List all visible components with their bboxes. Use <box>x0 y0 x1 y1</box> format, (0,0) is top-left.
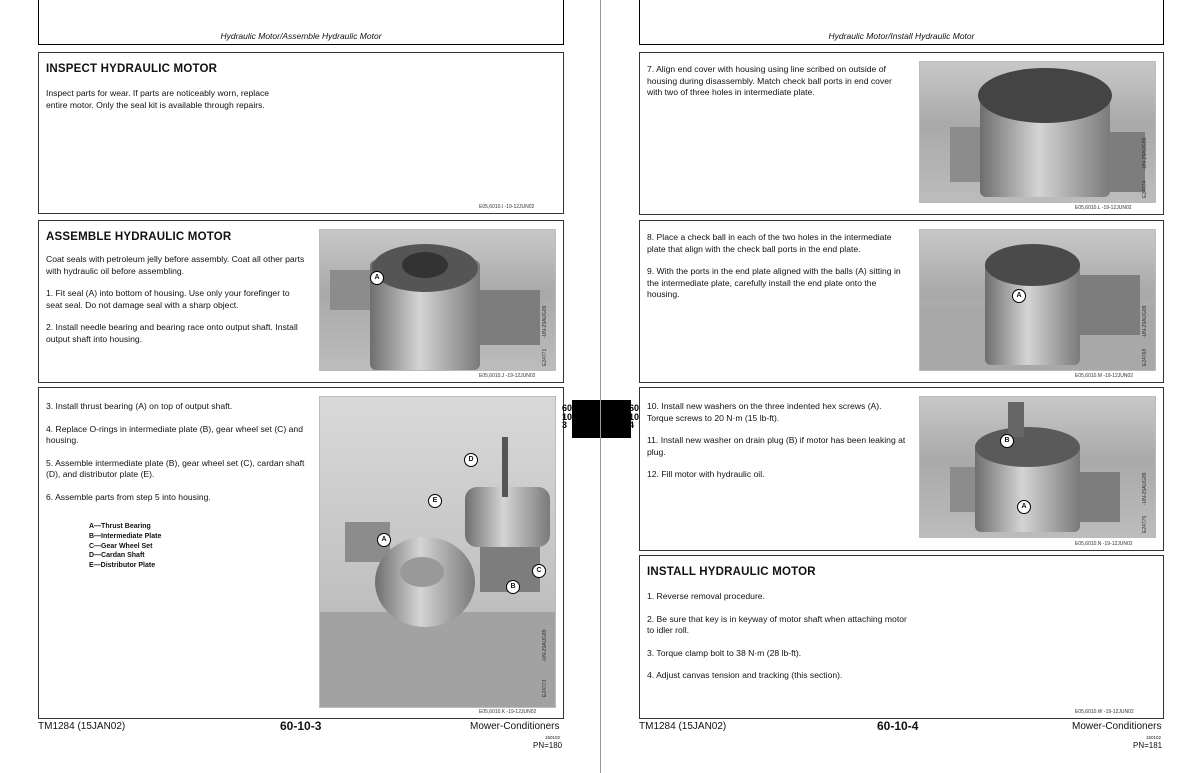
exploded-assembly-photo <box>319 396 556 708</box>
reference-code: E05,6010.L -19-12JUN02 <box>1075 205 1132 211</box>
section-tab-label <box>562 404 572 430</box>
tab-line: 60 <box>562 403 573 413</box>
callout-a: A <box>377 533 391 547</box>
photo-code: -UN-29AUG89 <box>542 629 548 662</box>
paragraph: 2. Install needle bearing and bearing race onto output shaft. Install output shaft into housing. <box>46 322 298 344</box>
install-section <box>639 555 1164 719</box>
paragraph: 3. Install thrust bearing (A) on top of output shaft. <box>46 401 233 411</box>
section-title: INSTALL HYDRAULIC MOTOR <box>647 566 816 578</box>
callout-c: C <box>532 564 546 578</box>
section-text <box>647 401 909 492</box>
callout-e: E <box>428 494 442 508</box>
paragraph: 1. Reverse removal procedure. <box>647 591 765 601</box>
paragraph: 6. Assemble parts from step 5 into housing. <box>46 491 211 502</box>
paragraph: 1. Fit seal (A) into bottom of housing. Use only your forefinger to seat seal. Do not damage seal with a sharp object. <box>46 288 290 310</box>
legend-item: B—Intermediate Plate <box>89 532 162 540</box>
paragraph: Inspect parts for wear. If parts are noticeably worn, replace entire motor. Only the seal kit is available through repairs. <box>46 88 270 110</box>
paragraph: 5. Assemble intermediate plate (B), gear wheel set (C), cardan shaft (D), and distributor plate (E). <box>46 457 305 479</box>
callout-a: A <box>1017 500 1031 514</box>
paragraph: 11. Install new washer on drain plug (B) if motor has been leaking at plug. <box>647 435 906 457</box>
paragraph: Coat seals with petroleum jelly before assembly. Coat all other parts with hydraulic oil before assembling. <box>46 254 305 276</box>
callout-a: A <box>370 271 384 285</box>
right-page <box>600 0 1200 773</box>
callout-d: D <box>464 453 478 467</box>
tab-line: 4 <box>629 420 635 430</box>
pn-number: PN=180 <box>533 741 563 750</box>
header-rule <box>639 44 1164 45</box>
section-title: ASSEMBLE HYDRAULIC MOTOR <box>46 231 232 243</box>
callout-b: B <box>1000 434 1014 448</box>
parts-legend <box>89 522 161 571</box>
legend-item: D—Cardan Shaft <box>89 552 145 560</box>
paragraph: 8. Place a check ball in each of the two holes in the intermediate plate that align with the check ball ports in the end plate. <box>647 232 892 254</box>
callout-a: A <box>1012 289 1026 303</box>
step7-section <box>639 52 1164 215</box>
tab-line: 60 <box>629 403 640 413</box>
page-header: Hydraulic Motor/Install Hydraulic Motor <box>828 31 975 41</box>
photo-code: -UN-29AUG89 <box>1142 472 1148 505</box>
paragraph: 3. Torque clamp bolt to 38 N·m (28 lb-ft). <box>647 647 802 658</box>
section-text <box>647 591 909 693</box>
reference-code: E05,6010.W -19-12JUN02 <box>1075 709 1134 715</box>
section-text <box>46 401 308 514</box>
page-number: 60-10-3 <box>280 719 322 733</box>
paragraph: 9. With the ports in the end plate aligned with the balls (A) sitting in the intermediate plate, carefully install the end plate onto the housing. <box>647 266 901 299</box>
page-header: Hydraulic Motor/Assemble Hydraulic Motor <box>220 31 382 41</box>
reference-code: E05,6010.K -19-12JUN02 <box>479 709 537 715</box>
legend-item: C—Gear Wheel Set <box>89 542 153 550</box>
reference-code: E05,6010.N -19-12JUN02 <box>1075 541 1133 547</box>
photo-code: E24768 <box>1142 348 1148 366</box>
step10-section <box>639 387 1164 551</box>
legend-item: A—Thrust Bearing <box>89 523 151 530</box>
paragraph: 4. Adjust canvas tension and tracking (this section). <box>647 670 843 680</box>
section-text <box>46 88 286 122</box>
section-tab-label <box>629 404 639 430</box>
page-number: 60-10-4 <box>877 719 919 733</box>
paragraph: 2. Be sure that key is in keyway of motor shaft when attaching motor to idler roll. <box>647 613 907 635</box>
book-title: Mower-Conditioners <box>1072 721 1162 732</box>
section-text <box>647 64 909 110</box>
motor-housing-photo <box>319 229 556 371</box>
legend-item: E—Distributor Plate <box>89 562 156 570</box>
hex-screws-photo <box>919 396 1156 538</box>
photo-code: E24773 <box>542 679 548 697</box>
print-date: 150102 <box>1146 735 1162 740</box>
pn-number: PN=181 <box>1133 741 1163 750</box>
check-ball-photo <box>919 229 1156 371</box>
inspect-section <box>38 52 564 214</box>
header-rule <box>38 44 564 45</box>
paragraph: 7. Align end cover with housing using line scribed on outside of housing during disassembly. Match check ball ports in end cover with two of three holes in intermediate plate. <box>647 64 892 97</box>
photo-code: -UN-29AUG89 <box>1142 137 1148 170</box>
callout-b: B <box>506 580 520 594</box>
book-title: Mower-Conditioners <box>470 721 560 732</box>
manual-id: TM1284 (15JAN02) <box>639 721 727 732</box>
section-tab <box>572 400 600 438</box>
tab-line: 10 <box>629 411 640 422</box>
print-date: 150102 <box>545 735 561 740</box>
photo-code: E24775 <box>1142 515 1148 533</box>
reference-code: E05,6010.M -19-12JUN02 <box>1075 373 1134 379</box>
end-cover-photo <box>919 61 1156 203</box>
paragraph: 4. Replace O-rings in intermediate plate (B), gear wheel set (C) and housing. <box>46 423 303 445</box>
reference-code: E05,6010.I -19-12JUN02 <box>479 204 535 210</box>
section-text <box>647 232 909 312</box>
photo-code: E24771 <box>542 348 548 366</box>
paragraph: 12. Fill motor with hydraulic oil. <box>647 469 765 479</box>
photo-code: -UN-29AUG89 <box>542 305 548 338</box>
section-title: INSPECT HYDRAULIC MOTOR <box>46 63 218 75</box>
section-text <box>46 254 308 356</box>
reference-code: E05,6010.J -19-12JUN02 <box>479 373 536 379</box>
paragraph: 10. Install new washers on the three indented hex screws (A). Torque screws to 20 N·m (15 lb-ft). <box>647 401 882 423</box>
photo-code: -UN-29AUG89 <box>1142 305 1148 338</box>
assembly-steps-section <box>38 387 564 719</box>
photo-code: E24774 <box>1142 180 1148 198</box>
tab-line: 3 <box>562 420 568 430</box>
section-tab <box>601 400 631 438</box>
manual-id: TM1284 (15JAN02) <box>38 721 126 732</box>
assemble-section <box>38 220 564 383</box>
tab-line: 10 <box>562 411 573 422</box>
step8-section <box>639 220 1164 383</box>
